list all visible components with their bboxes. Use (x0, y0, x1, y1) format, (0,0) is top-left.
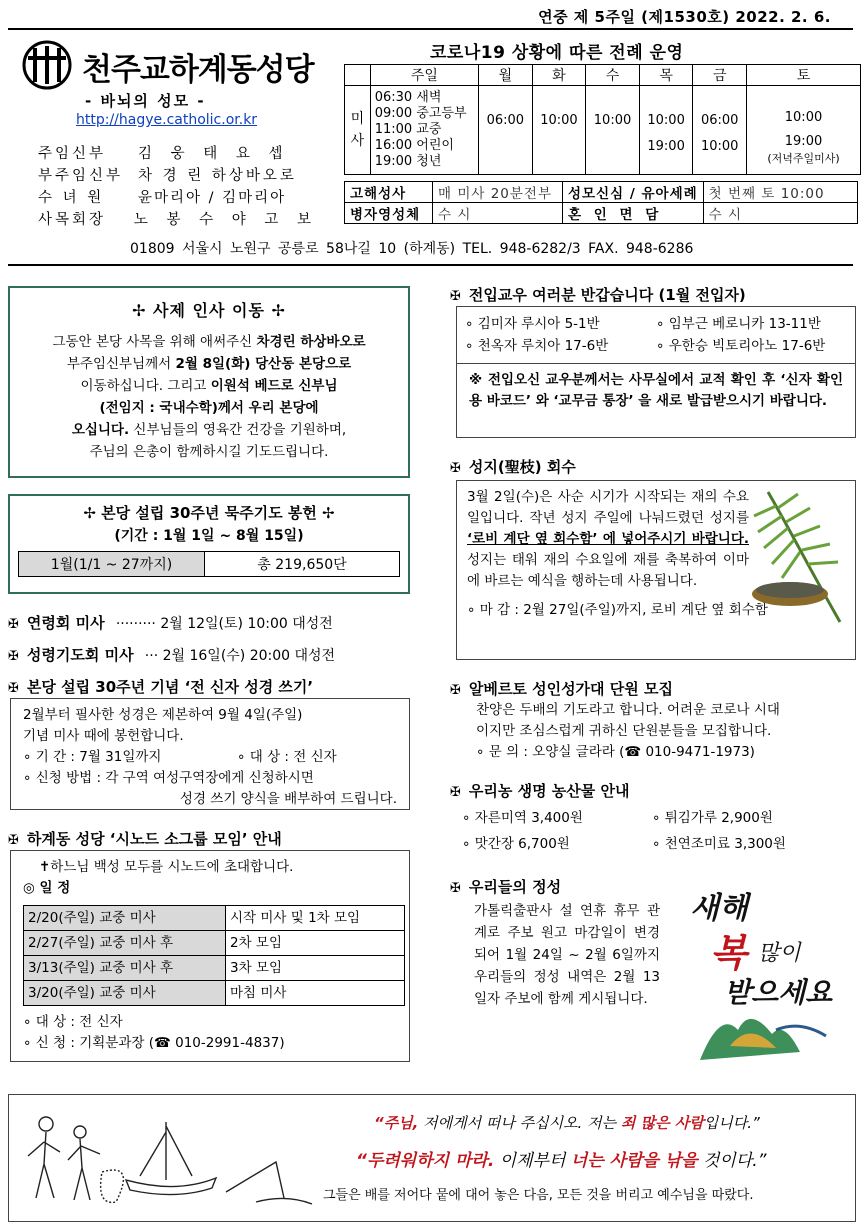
marriage-label: 혼 인 면 담 (563, 203, 704, 224)
list-item: ∘ 김미자 루시아 5-1반 ∘ 임부근 베로니카 13-11반 (465, 316, 821, 332)
tuesday-mass: 10:00 (532, 86, 586, 175)
svg-text:받으세요: 받으세요 (724, 976, 833, 1009)
svg-text:많이: 많이 (758, 941, 801, 966)
personnel-text: 그동안 본당 사목을 위해 애써주신 차경린 하상바오로 부주임신부님께서 2월 8일(화) 당산동 본당으로 이동하십니다. 그리고 이원석 베드로 신부님 (전임지 : 국내수학)께서 우리 본당에 오십니다. 신부님들의 영육간 건강을 기원하며, 주님의 은총이 함께하시길 기도드립니다. (52, 334, 366, 460)
table-row: 2/20(주일) 교중 미사 시작 미사 및 1차 모임 (24, 906, 405, 931)
schedule-title: 코로나19 상황에 따른 전례 운영 (430, 43, 684, 63)
day-header: 토 (747, 65, 861, 86)
bullet-cross-icon: ✠ (8, 681, 19, 696)
palm-return-text: 3월 2일(수)은 사순 시기가 시작되는 재의 수요일입니다. 작년 성지 주일에 나눠드렸던 성지를 ‘로비 계단 옆 회수함’ 에 넣어주시기 바랍니다. 성지는 태워 재의 수요일에 재를 축복하여 이마에 바르는 예식을 행하는데 사용됩니다. (467, 489, 749, 589)
bible-writing-box: 2월부터 필사한 성경은 제본하여 9월 4일(주일) 기념 미사 때에 봉헌합니다. ∘ 기 간 : 7월 31일까지 ∘ 대 상 : 전 신자 ∘ 신청 방법 : 각 구역 여성구역장에게 신청하시면 성경 쓰기 양식을 배부하여 드립니다. (10, 698, 410, 810)
header-rule (8, 28, 853, 30)
synod-heading: ✠ 하계동 성당 ‘시노드 소그룹 모임’ 안내 (8, 830, 282, 848)
sunday-masses: 06:30 새벽 09:00 중고등부 11:00 교중 16:00 어린이 19:00 청년 (370, 86, 478, 175)
footer-quote-2: “두려워하지 마라. 이제부터 너는 사람을 낚을 것이다.” (356, 1151, 767, 1171)
bullet-cross-icon: ✠ (8, 833, 19, 848)
day-header: 수 (586, 65, 640, 86)
choir-text: 찬양은 두배의 기도라고 합니다. 어려운 코로나 시대 이지만 조심스럽게 귀하신 단원분들을 모집합니다. ∘ 문 의 : 오양실 글라라 (☎ 010-9471-1973) (476, 702, 780, 760)
parish-subtitle: - 바뇌의 성모 - (85, 92, 206, 110)
table-row: 2/27(주일) 교중 미사 후 2차 모임 (24, 931, 405, 956)
thursday-mass: 10:00 19:00 (639, 86, 693, 175)
list-item: ∘ 자른미역 3,400원 ∘ 튀김가루 2,900원 (462, 810, 773, 826)
rosary-table (18, 551, 400, 577)
cross-logo-icon (20, 40, 76, 90)
svg-text:새해: 새해 (690, 891, 748, 926)
staff-list (38, 142, 318, 230)
saturday-mass: 10:00 19:00 (저녁주일미사) (747, 86, 861, 175)
marriage-value: 수 시 (703, 203, 857, 224)
list-item: ∘ 맛간장 6,700원 ∘ 천연조미료 3,300원 (462, 836, 786, 852)
bullet-cross-icon: ✠ (450, 683, 461, 698)
svg-text:복: 복 (710, 930, 747, 975)
choir-heading: ✠ 알베르토 성인성가대 단원 모집 (450, 680, 673, 698)
staff-row: 부주임신부 차 경 린 하상바오로 (38, 168, 297, 184)
newcomers-heading: ✠ 전입교우 여러분 반갑습니다 (1월 전입자) (450, 286, 746, 304)
day-header: 월 (479, 65, 533, 86)
synod-box: ✝하느님 백성 모두를 시노드에 초대합니다. ◎ 일 정 2/20(주일) 교중 미사 시작 미사 및 1차 모임 2/27(주일) 교중 미사 후 2차 모임 3/13(주일) 교중 미사 후 3차 모임 3/20(주일) 교중 미사 마침 미사 ∘ 대 상 : 전 신자 ∘ 신 청 : 기획분과장 (☎ 010-2991-4837) (10, 850, 410, 1062)
rosary-period: (기간 : 1월 1일 ~ 8월 15일) (114, 528, 304, 544)
mass-label: 미 사 (345, 86, 371, 175)
sacrament-table (344, 181, 858, 224)
rosary-notice (8, 494, 410, 594)
newcomers-box (456, 306, 856, 438)
bullet-cross-icon: ✠ (8, 649, 19, 664)
offering-heading: ✠ 우리들의 정성 (450, 878, 562, 896)
newcomers-note: ※ 전입오신 교우분께서는 사무실에서 교적 확인 후 ‘신자 확인용 바코드’ 와 ‘교무금 통장’ 을 새로 발급받으시기 바랍니다. (457, 363, 855, 412)
palm-return-heading: ✠ 성지(聖枝) 회수 (450, 458, 576, 476)
address-rule (8, 264, 853, 266)
footer-quote-3: 그들은 배를 저어다 뭍에 대어 놓은 다음, 모든 것을 버리고 예수님을 따랐다. (323, 1188, 754, 1203)
sick-communion-value: 수 시 (433, 203, 563, 224)
day-header: 화 (532, 65, 586, 86)
bullet-cross-icon: ✠ (450, 289, 461, 304)
synod-schedule-table (23, 905, 405, 1006)
bullet-cross-icon: ✠ (450, 881, 461, 896)
monday-mass: 06:00 (479, 86, 533, 175)
homepage-link[interactable]: http://hagye.catholic.or.kr (76, 112, 258, 128)
produce-heading: ✠ 우리농 생명 농산물 안내 (450, 782, 630, 800)
bullet-cross-icon: ✠ (8, 617, 19, 632)
wednesday-mass: 10:00 (586, 86, 640, 175)
parish-address: 01809 서울시 노원구 공릉로 58나길 10 (하계동) TEL. 948-6282/3 FAX. 948-6286 (130, 241, 694, 257)
day-header: 주일 (370, 65, 478, 86)
issue-info: 연중 제 5주일 (제1530호) 2022. 2. 6. (538, 8, 831, 26)
parish-logo (20, 40, 320, 90)
baptism-value: 첫 번째 토 10:00 (703, 182, 857, 203)
mass-schedule-table (344, 64, 861, 175)
personnel-notice (8, 286, 410, 478)
footer-quote-1: “주님, 저에게서 떠나 주십시오. 저는 죄 많은 사람입니다.” (374, 1114, 760, 1132)
bible-writing-heading: ✠ 본당 설립 30주년 기념 ‘전 신자 성경 쓰기’ (8, 678, 314, 696)
parish-name: 천주교하계동성당 (82, 52, 314, 88)
memorial-mass-line: ✠ 연령회 미사 ········· 2월 12일(토) 10:00 대성전 (8, 614, 333, 632)
new-year-greeting-image (680, 880, 840, 1070)
bullet-cross-icon: ✠ (450, 461, 461, 476)
rosary-cell-value: 총 219,650단 (205, 552, 400, 577)
list-item: ∘ 천옥자 루치아 17-6반 ∘ 우한승 빅토리아노 17-6반 (465, 338, 826, 354)
rosary-cell-label: 1월(1/1 ~ 27까지) (19, 552, 205, 577)
offering-text: 가톨릭출판사 설 연휴 휴무 관계로 주보 원고 마감일이 변경되어 1월 24일 ~ 2월 6일까지 우리들의 정성 내역은 2월 13일자 주보에 함께 게시됩니다. (474, 903, 660, 1007)
table-row: 3/13(주일) 교중 미사 후 3차 모임 (24, 956, 405, 981)
baptism-label: 성모신심 / 유아세례 (563, 182, 704, 203)
bullet-cross-icon: ✠ (450, 785, 461, 800)
fishermen-illustration (16, 1102, 316, 1214)
friday-mass: 06:00 10:00 (693, 86, 747, 175)
table-row: 3/20(주일) 교중 미사 마침 미사 (24, 981, 405, 1006)
sick-communion-label: 병자영성체 (345, 203, 433, 224)
spirit-mass-line: ✠ 성령기도회 미사 ··· 2월 16일(수) 20:00 대성전 (8, 646, 336, 664)
day-header: 금 (693, 65, 747, 86)
staff-row: 사목회장 노 봉 수 야 고 보 (38, 212, 318, 228)
schedule-header-row (345, 65, 861, 86)
confession-value: 매 미사 20분전부 (433, 182, 563, 203)
day-header: 목 (639, 65, 693, 86)
confession-label: 고해성사 (345, 182, 433, 203)
rosary-title: ✢ 본당 설립 30주년 묵주기도 봉헌 ✢ (83, 504, 335, 522)
produce-list (462, 806, 842, 858)
staff-row: 주임신부 김 웅 태 요 셉 (38, 146, 290, 162)
personnel-title: ✢ 사제 인사 이동 ✢ (132, 301, 286, 320)
palm-return-deadline: ∘ 마 감 : 2월 27일(주일)까지, 로비 계단 옆 회수함 (467, 602, 768, 618)
palm-branch-icon (748, 486, 852, 626)
schedule-mass-row (345, 86, 861, 175)
staff-row: 수 녀 원 윤마리아 / 김마리아 (38, 190, 287, 206)
